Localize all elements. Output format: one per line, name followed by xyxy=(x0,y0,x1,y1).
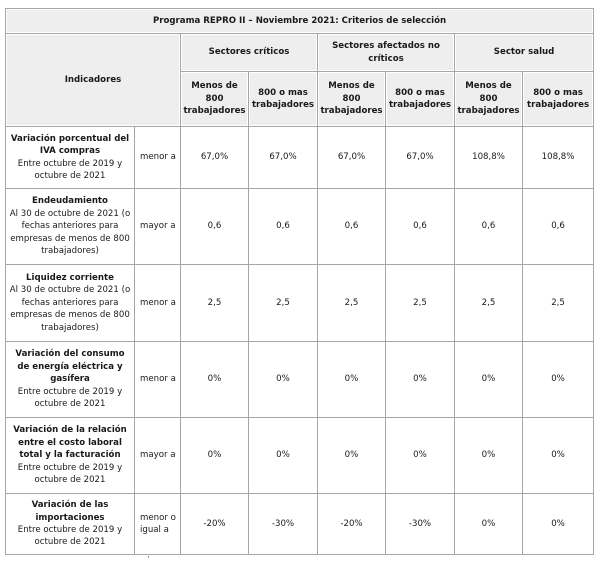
value-cell: 0% xyxy=(181,342,249,418)
criteria-table xyxy=(5,8,594,555)
table-row xyxy=(6,342,594,418)
value-cell: 0% xyxy=(386,342,455,418)
value-cell: 0% xyxy=(249,418,318,494)
value-cell: 2,5 xyxy=(455,265,523,342)
indicadores-header: Indicadores xyxy=(6,34,181,127)
indicator-name: Variación porcentual del IVA compras xyxy=(10,133,130,157)
indicator-period: Entre octubre de 2019 y octubre de 2021 xyxy=(17,158,123,181)
comparison-cell: menor a xyxy=(135,265,181,342)
value-cell: 0,6 xyxy=(523,189,594,265)
subheader-large: 800 o mas trabajadores xyxy=(386,72,455,127)
indicator-cell xyxy=(6,494,135,555)
table-title: Programa REPRO II – Noviembre 2021: Criterios de selección xyxy=(6,9,594,34)
value-cell: 0% xyxy=(249,342,318,418)
subheader-small: Menos de 800 trabajadores xyxy=(318,72,386,127)
group-header-sectores-criticos: Sectores críticos xyxy=(181,34,318,72)
table-row xyxy=(6,189,594,265)
comparison-cell: menor a xyxy=(135,127,181,189)
comparison-cell: menor o igual a xyxy=(135,494,181,555)
value-cell: 2,5 xyxy=(249,265,318,342)
indicator-cell xyxy=(6,189,135,265)
table-row xyxy=(6,265,594,342)
value-cell: 0% xyxy=(181,418,249,494)
stray-mark xyxy=(148,556,149,558)
value-cell: 0,6 xyxy=(318,189,386,265)
value-cell: 0% xyxy=(455,342,523,418)
table-row xyxy=(6,418,594,494)
comparison-cell: mayor a xyxy=(135,418,181,494)
indicator-period: Al 30 de octubre de 2021 (o fechas anteriores para empresas de menos de 800 trabajadores) xyxy=(9,285,131,333)
indicator-name: Endeudamiento xyxy=(32,196,108,207)
group-header-sector-salud: Sector salud xyxy=(455,34,594,72)
value-cell: 0,6 xyxy=(181,189,249,265)
indicator-period: Entre octubre de 2019 y octubre de 2021 xyxy=(17,386,123,410)
subheader-large: 800 o mas trabajadores xyxy=(523,72,594,127)
value-cell: 0% xyxy=(318,418,386,494)
value-cell: 0,6 xyxy=(455,189,523,265)
indicator-name: Liquidez corriente xyxy=(26,272,114,283)
comparison-cell: menor a xyxy=(135,342,181,418)
value-cell: 2,5 xyxy=(318,265,386,342)
value-cell: 67,0% xyxy=(249,127,318,189)
table-row xyxy=(6,127,594,189)
value-cell: 0% xyxy=(455,494,523,555)
indicator-name: Variación de la relación entre el costo laboral total y la facturación xyxy=(13,425,127,461)
value-cell: 0% xyxy=(523,342,594,418)
subheader-small: Menos de 800 trabajadores xyxy=(181,72,249,127)
indicator-period: Entre octubre de 2019 y octubre de 2021 xyxy=(17,462,123,486)
indicator-cell xyxy=(6,342,135,418)
value-cell: 0% xyxy=(523,418,594,494)
value-cell: -30% xyxy=(249,494,318,555)
indicator-name: Variación de las importaciones xyxy=(31,500,109,523)
subheader-small: Menos de 800 trabajadores xyxy=(455,72,523,127)
value-cell: 2,5 xyxy=(386,265,455,342)
value-cell: 2,5 xyxy=(523,265,594,342)
subheader-large: 800 o mas trabajadores xyxy=(249,72,318,127)
value-cell: 0% xyxy=(386,418,455,494)
value-cell: -30% xyxy=(386,494,455,555)
value-cell: 108,8% xyxy=(523,127,594,189)
value-cell: 67,0% xyxy=(386,127,455,189)
indicator-period: Al 30 de octubre de 2021 (o fechas anteriores para empresas de menos de 800 trabajadores) xyxy=(9,208,131,257)
comparison-cell: mayor a xyxy=(135,189,181,265)
table-row xyxy=(6,494,594,555)
value-cell: -20% xyxy=(181,494,249,555)
value-cell: 0% xyxy=(455,418,523,494)
value-cell: 0% xyxy=(523,494,594,555)
value-cell: -20% xyxy=(318,494,386,555)
value-cell: 0% xyxy=(318,342,386,418)
value-cell: 108,8% xyxy=(455,127,523,189)
value-cell: 0,6 xyxy=(386,189,455,265)
value-cell: 2,5 xyxy=(181,265,249,342)
value-cell: 67,0% xyxy=(318,127,386,189)
indicator-name: Variación del consumo de energía eléctrica y gasífera xyxy=(15,349,125,385)
indicator-period: Entre octubre de 2019 y octubre de 2021 xyxy=(17,525,123,548)
group-header-sectores-afectados: Sectores afectados no críticos xyxy=(318,34,455,72)
value-cell: 67,0% xyxy=(181,127,249,189)
indicator-cell xyxy=(6,265,135,342)
value-cell: 0,6 xyxy=(249,189,318,265)
indicator-cell xyxy=(6,127,135,189)
indicator-cell xyxy=(6,418,135,494)
